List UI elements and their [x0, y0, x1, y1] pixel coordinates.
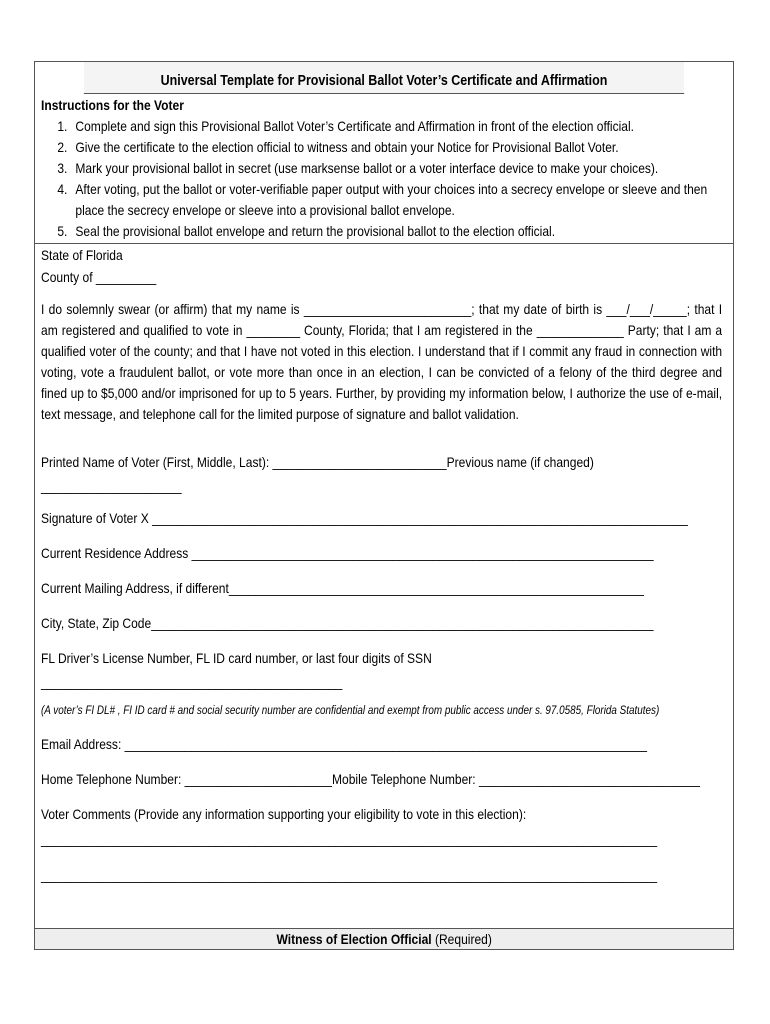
signature-field[interactable]: Signature of Voter X ________________________________________________________________________________	[41, 510, 688, 526]
instruction-item: 4. After voting, put the ballot or voter-verifiable paper output with your choices into a secrecy envelope or sleeve and then	[57, 181, 708, 197]
instruction-item: 3. Mark your provisional ballot in secret (use marksense ballot or a voter interface device to make your choices).	[57, 160, 659, 176]
instruction-item: place the secrecy envelope or sleeve into a provisional ballot envelope.	[75, 202, 455, 218]
section-divider	[35, 243, 733, 244]
mailing-address-field[interactable]: Current Mailing Address, if different______________________________________________________________	[41, 580, 644, 596]
witness-required: (Required)	[431, 931, 492, 947]
residence-address-field[interactable]: Current Residence Address _____________________________________________________________________	[41, 545, 654, 561]
license-label: FL Driver’s License Number, FL ID card number, or last four digits of SSN	[41, 650, 432, 666]
previous-name-field[interactable]: _____________________	[41, 478, 182, 494]
confidentiality-note: (A voter’s FI DL# , FI ID card # and social security number are confidential and exempt from public access under s. 97.0585, Florida Statutes)	[41, 705, 660, 717]
instructions-heading: Instructions for the Voter	[41, 97, 184, 113]
witness-label: Witness of Election Official	[276, 931, 432, 947]
email-field[interactable]: Email Address: ______________________________________________________________________________	[41, 736, 647, 752]
license-field[interactable]: _____________________________________________	[41, 674, 343, 690]
telephone-fields[interactable]: Home Telephone Number: ______________________Mobile Telephone Number: _________________________________	[41, 771, 700, 787]
provisional-ballot-form	[34, 61, 734, 950]
state-label: State of Florida	[41, 247, 123, 263]
comments-line[interactable]: ____________________________________________________________________________________________	[41, 867, 658, 883]
instruction-item: 2. Give the certificate to the election official to witness and obtain your Notice for Provisional Ballot Voter.	[57, 139, 619, 155]
instruction-item: 1. Complete and sign this Provisional Ballot Voter’s Certificate and Affirmation in front of the election official.	[57, 118, 635, 134]
instructions-list	[41, 116, 707, 242]
printed-name-field[interactable]: Printed Name of Voter (First, Middle, Last): __________________________Previous name (if changed)	[41, 454, 594, 470]
witness-section-header	[35, 928, 733, 949]
form-title: Universal Template for Provisional Ballot Voter’s Certificate and Affirmation	[84, 62, 684, 94]
instruction-item: 5. Seal the provisional ballot envelope and return the provisional ballot to the election official.	[57, 223, 556, 239]
affirmation-paragraph: I do solemnly swear (or affirm) that my name is _________________________; that my date of birth is ___/___/_____; that I am registered and qualified to vote in ________ County, Florida; that I am registered in the _____________ Party; that I am a qualified voter of the county; and that I have not voted in this election. I understand that if I commit any fraud in connection with voting, vote a fraudulent ballot, or vote more than once in an election, I can be convicted of a felony of the third degree and fined up to $5,000 and/or imprisoned for up to 5 years. Further, by providing my information below, I authorize the use of e-mail, text message, and telephone call for the limited purpose of signature and ballot validation.	[41, 301, 723, 422]
instructions-section	[41, 95, 707, 242]
comments-line[interactable]: ____________________________________________________________________________________________	[41, 831, 658, 847]
county-field[interactable]: County of _________	[41, 269, 157, 285]
voter-comments-label: Voter Comments (Provide any information supporting your eligibility to vote in this election):	[41, 806, 527, 822]
city-state-zip-field[interactable]: City, State, Zip Code___________________________________________________________________________	[41, 615, 654, 631]
